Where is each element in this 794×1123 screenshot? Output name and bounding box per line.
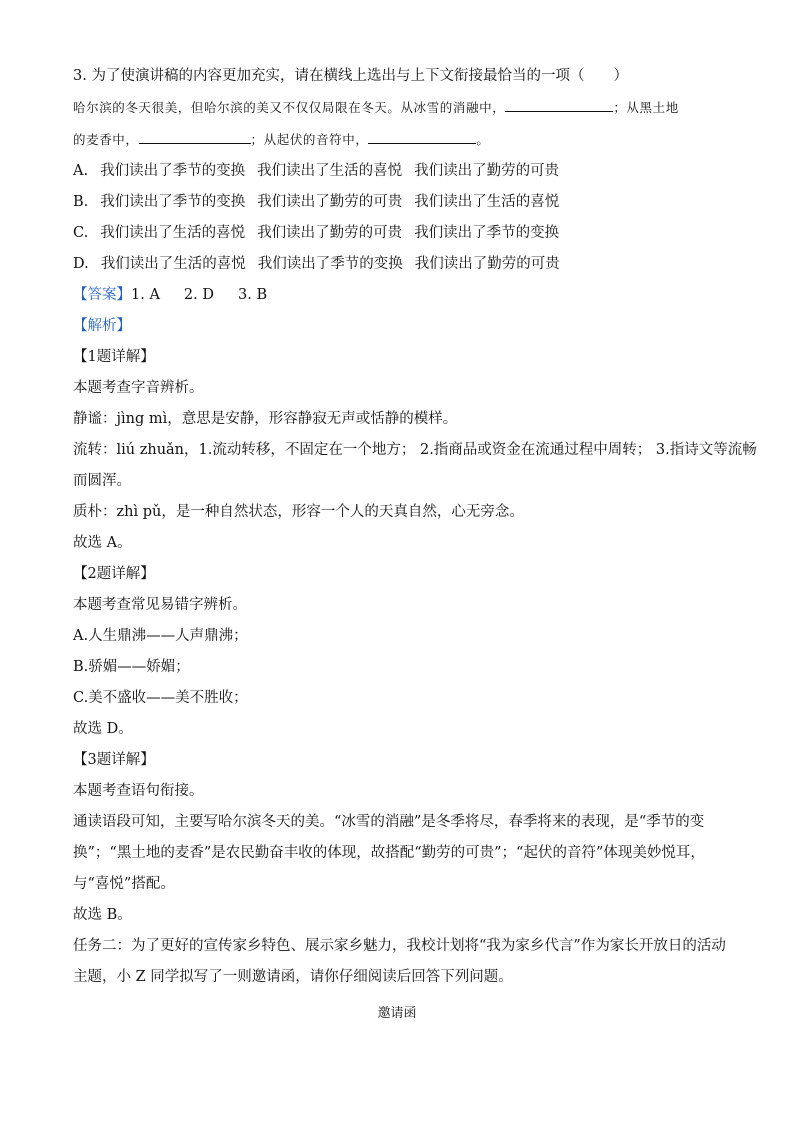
answer-blank-2 [139, 131, 251, 144]
option-item: 我们读出了生活的喜悦 [414, 194, 560, 210]
q3-intro: 本题考查语句衔接。 [73, 783, 204, 799]
option-d [73, 254, 560, 274]
task2-line: 主题，小 Z 同学拟写了一则邀请函，请你仔细阅读后回答下列问题。 [73, 969, 513, 985]
answer-item: 1. A [131, 287, 160, 303]
q3-line: 换”；“黑土地的麦香”是农民勤奋丰收的体现，故搭配“勤劳的可贵”；“起伏的音符”体现美妙悦耳， [73, 845, 705, 861]
q1-conclusion: 故选 A。 [73, 535, 132, 551]
answer-blank-1 [505, 99, 613, 112]
option-item: 我们读出了勤劳的可贵 [257, 194, 403, 210]
q3-heading: 【3题详解】 [73, 752, 155, 768]
option-label: D. [73, 256, 89, 272]
option-a [73, 161, 559, 181]
passage-text: ；从起伏的音符中， [250, 132, 369, 147]
task2-line: 任务二：为了更好的宣传家乡特色、展示家乡魅力，我校计划将“我为家乡代言”作为家长开放日的活动 [73, 938, 726, 954]
option-item: 我们读出了季节的变换 [100, 163, 246, 179]
q2-line: C.美不盛收——美不胜收； [73, 690, 248, 706]
analysis-tag: 【解析】 [73, 318, 131, 334]
question-stem: 3. 为了使演讲稿的内容更加充实，请在横线上选出与上下文衔接最恰当的一项（ ） [73, 68, 628, 84]
q2-intro: 本题考查常见易错字辨析。 [73, 597, 247, 613]
q1-line: 静谧：jìng mì，意思是安静，形容静寂无声或恬静的模样。 [73, 411, 458, 427]
option-item: 我们读出了勤劳的可贵 [414, 256, 560, 272]
option-label: B. [73, 194, 89, 210]
option-item: 我们读出了勤劳的可贵 [257, 225, 403, 241]
q1-intro: 本题考查字音辨析。 [73, 380, 204, 396]
passage-text: ；从黑土地 [613, 100, 679, 115]
answer-item: 2. D [183, 287, 214, 303]
option-label: C. [73, 225, 89, 241]
q3-line: 与“喜悦”搭配。 [73, 876, 175, 892]
passage-text: 。 [476, 132, 490, 147]
q1-line: 质朴：zhì pǔ，是一种自然状态，形容一个人的天真自然，心无旁念。 [73, 504, 524, 520]
option-item: 我们读出了生活的喜悦 [100, 256, 246, 272]
option-item: 我们读出了季节的变换 [257, 256, 403, 272]
passage-line-2 [73, 130, 490, 150]
option-b [73, 192, 559, 212]
option-item: 我们读出了季节的变换 [100, 194, 246, 210]
q2-line: B.骄媚——娇媚； [73, 659, 190, 675]
letter-title: 邀请函 [377, 1006, 417, 1021]
passage-line-1 [73, 98, 679, 118]
option-label: A. [73, 163, 89, 179]
q1-line: 而圆浑。 [73, 473, 131, 489]
q2-line: A.人生鼎沸——人声鼎沸； [73, 628, 248, 644]
answer-item: 3. B [238, 287, 268, 303]
q1-heading: 【1题详解】 [73, 349, 155, 365]
q2-heading: 【2题详解】 [73, 566, 155, 582]
answer-blank-3 [368, 131, 476, 144]
q2-conclusion: 故选 D。 [73, 721, 133, 737]
option-item: 我们读出了生活的喜悦 [100, 225, 246, 241]
option-item: 我们读出了生活的喜悦 [257, 163, 403, 179]
passage-text: 的麦香中， [73, 132, 139, 147]
answer-tag: 【答案】 [73, 287, 131, 303]
q1-line: 流转：liú zhuǎn，1.流动转移，不固定在一个地方； 2.指商品或资金在流通过程中周转； 3.指诗文等流畅 [73, 442, 757, 458]
passage-text: 哈尔滨的冬天很美，但哈尔滨的美又不仅仅局限在冬天。从冰雪的消融中， [73, 100, 506, 115]
option-c [73, 223, 559, 243]
answer-line [73, 285, 267, 305]
option-item: 我们读出了季节的变换 [414, 225, 560, 241]
q3-line: 通读语段可知，主要写哈尔滨冬天的美。“冰雪的消融”是冬季将尽，春季将来的表现，是“季节的变 [73, 814, 705, 830]
option-item: 我们读出了勤劳的可贵 [414, 163, 560, 179]
q3-conclusion: 故选 B。 [73, 907, 132, 923]
